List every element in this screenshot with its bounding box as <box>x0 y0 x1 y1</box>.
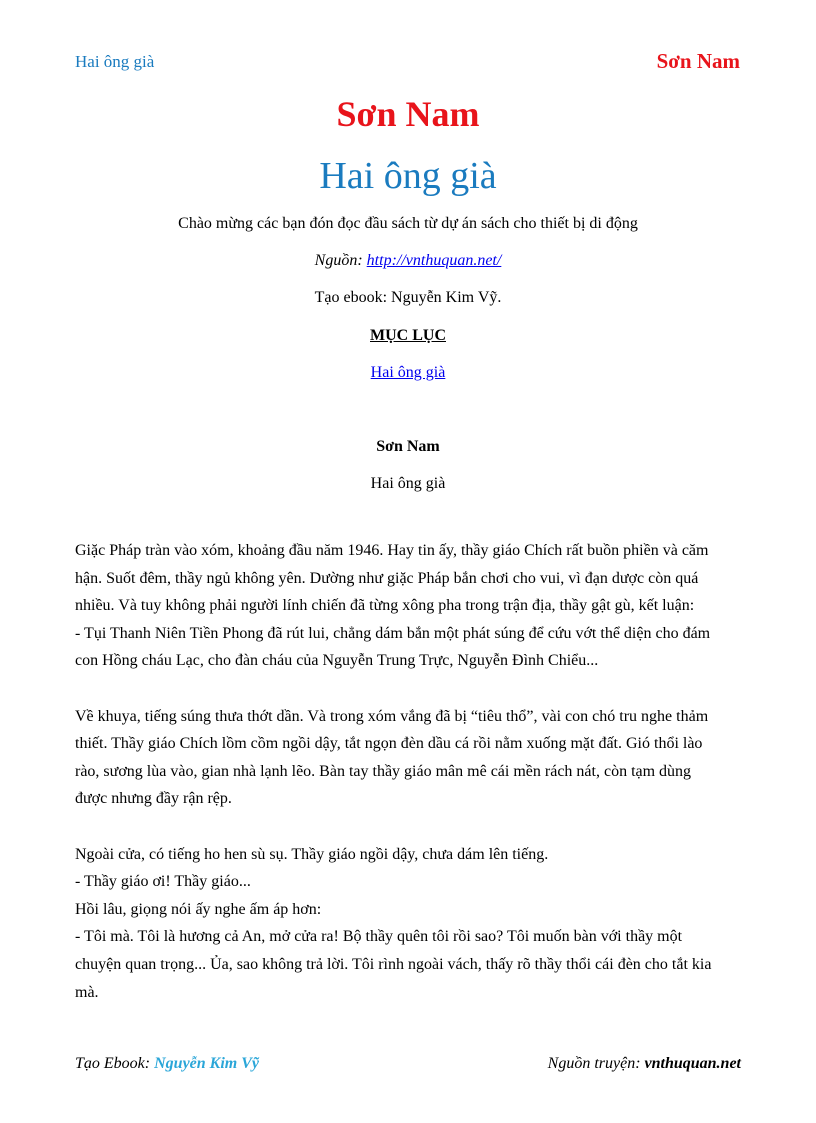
footer-separator: : <box>144 1055 155 1072</box>
text-line: thiết. Thầy giáo Chích lồm cồm ngồi dậy, tắt ngọn đèn dầu cá rồi nằm xuống mặt đất. Gió thổi lào <box>75 735 703 753</box>
text-line: hận. Suốt đêm, thầy ngủ không yên. Dường như giặc Pháp bắn chơi cho vui, vì đạn dược còn quá <box>75 569 699 587</box>
author-title: Sơn Nam <box>336 94 480 134</box>
text-line: nhiều. Và tuy không phải người lính chiến đã từng xông pha trong trận địa, thầy gật gù, kết luận: <box>75 597 695 615</box>
text-line: - Thầy giáo ơi! Thầy giáo... <box>75 873 251 891</box>
text-line: mà. <box>75 983 99 1001</box>
footer-label: Nguồn truyện <box>547 1055 636 1072</box>
text-line: được nhưng đầy rận rệp. <box>75 790 232 808</box>
text-line: - Tụi Thanh Niên Tiền Phong đã rút lui, chẳng dám bắn một phát súng để cứu vớt thể diện cho đám <box>75 624 711 642</box>
source-label: Nguồn: <box>314 252 367 269</box>
toc-heading: MỤC LỤC <box>370 327 446 344</box>
header-book-title: Hai ông già <box>75 52 155 71</box>
footer-source-credit <box>548 1055 741 1073</box>
ebook-creator: Tạo ebook: Nguyễn Kim Vỹ. <box>314 289 502 306</box>
toc-link-hai-ong-gia[interactable]: Hai ông già <box>370 364 446 381</box>
header-author: Sơn Nam <box>656 49 740 73</box>
book-title: Hai ông già <box>319 155 497 197</box>
footer-source-site: vnthuquan.net <box>644 1055 741 1072</box>
section-author: Sơn Nam <box>376 438 440 455</box>
paragraph <box>75 841 743 1007</box>
text-line: Ngoài cửa, có tiếng ho hen sù sụ. Thầy giáo ngồi dậy, chưa dám lên tiếng. <box>75 845 549 863</box>
paragraph <box>75 537 743 675</box>
footer-ebook-credit <box>75 1055 259 1073</box>
text-line: Về khuya, tiếng súng thưa thớt dần. Và trong xóm vắng đã bị “tiêu thổ”, vài con chó tru nghe thảm <box>75 707 709 725</box>
source-link[interactable]: http://vnthuquan.net/ <box>366 252 502 269</box>
text-line: rào, sương lùa vào, gian nhà lạnh lẽo. Bàn tay thầy giáo mân mê cái mền rách nát, còn tạm dùng <box>75 762 692 780</box>
footer-creator-name: Nguyễn Kim Vỹ <box>154 1055 259 1072</box>
footer-separator: : <box>635 1055 645 1072</box>
welcome-text: Chào mừng các bạn đón đọc đầu sách từ dự án sách cho thiết bị di động <box>178 215 638 232</box>
paragraph <box>75 703 743 813</box>
text-line: - Tôi mà. Tôi là hương cả An, mở cửa ra! Bộ thầy quên tôi rồi sao? Tôi muốn bàn với thầy một <box>75 928 683 946</box>
section-title: Hai ông già <box>370 475 446 492</box>
text-line: Giặc Pháp tràn vào xóm, khoảng đầu năm 1946. Hay tin ấy, thầy giáo Chích rất buồn phiền và căm <box>75 542 709 559</box>
text-line: Hồi lâu, giọng nói ấy nghe ấm áp hơn: <box>75 900 322 918</box>
text-line: con Hồng cháu Lạc, cho đàn cháu của Nguyễn Trung Trực, Nguyễn Đình Chiểu... <box>75 652 599 670</box>
footer-label: Tạo Ebook <box>75 1055 145 1072</box>
story-body <box>75 537 743 1034</box>
text-line: chuyện quan trọng... Ủa, sao không trả lời. Tôi rình ngoài vách, thấy rõ thầy thổi cái đèn cho tắt kia <box>75 955 712 973</box>
source-line <box>0 252 816 270</box>
toc-entry <box>0 364 816 382</box>
